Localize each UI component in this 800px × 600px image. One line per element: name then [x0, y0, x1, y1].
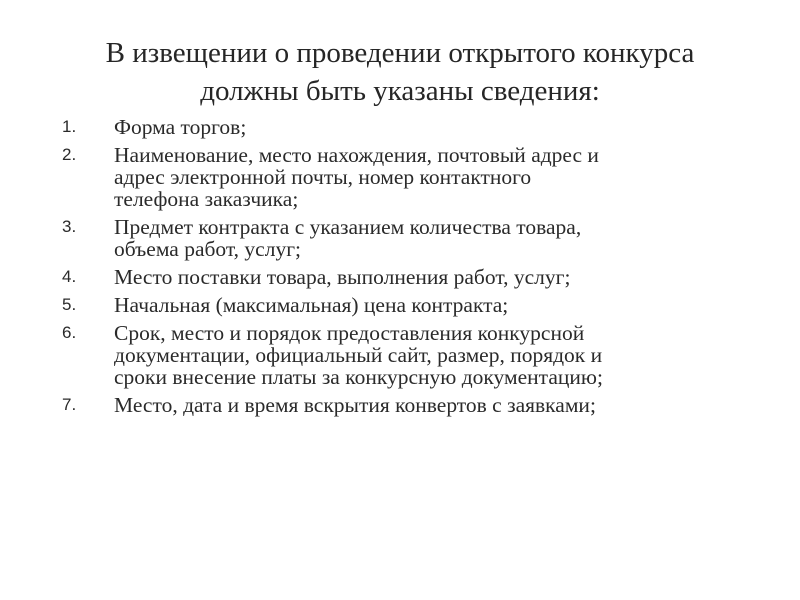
list-item-line: Место поставки товара, выполнения работ, услуг;	[114, 265, 571, 289]
list-item-line: Начальная (максимальная) цена контракта;	[114, 293, 509, 317]
list-item-line: телефона заказчика;	[114, 187, 299, 211]
list-item-line: объема работ, услуг;	[114, 237, 301, 261]
list-item-text	[114, 266, 762, 288]
list-item-number: 5.	[62, 295, 77, 314]
list-item-text	[114, 394, 762, 416]
slide-title-line-2: должны быть указаны сведения:	[200, 75, 600, 107]
list-item-number: 1.	[62, 117, 77, 136]
list-item-line: адрес электронной почты, номер контактного	[114, 165, 532, 189]
list-item-text	[114, 322, 762, 388]
list-item-text	[114, 294, 762, 316]
list-item-text	[114, 116, 762, 138]
slide-title-line-1: В извещении о проведении открытого конкурса	[105, 37, 695, 69]
list-item	[62, 266, 762, 288]
list-item	[62, 144, 762, 210]
list-item-line: сроки внесение платы за конкурсную документацию;	[114, 365, 603, 389]
list-item-line: Предмет контракта с указанием количества товара,	[114, 215, 582, 239]
list-item-number: 6.	[62, 323, 77, 342]
list-item-number: 3.	[62, 217, 77, 236]
list-item-line: Место, дата и время вскрытия конвертов с заявками;	[114, 393, 596, 417]
list-item	[62, 216, 762, 260]
list-item-number: 2.	[62, 145, 77, 164]
list-item	[62, 394, 762, 416]
list-item-line: Срок, место и порядок предоставления конкурсной	[114, 321, 585, 345]
list-item	[62, 294, 762, 316]
list-item-line: Наименование, место нахождения, почтовый адрес и	[114, 143, 599, 167]
slide-title	[40, 34, 760, 110]
list-item-line: Форма торгов;	[114, 115, 247, 139]
list-item-line: документации, официальный сайт, размер, порядок и	[114, 343, 603, 367]
list-item-text	[114, 216, 762, 260]
requirements-list	[62, 116, 762, 422]
list-item-number: 4.	[62, 267, 77, 286]
list-item-text	[114, 144, 762, 210]
list-item	[62, 116, 762, 138]
list-item-number: 7.	[62, 395, 77, 414]
list-item	[62, 322, 762, 388]
